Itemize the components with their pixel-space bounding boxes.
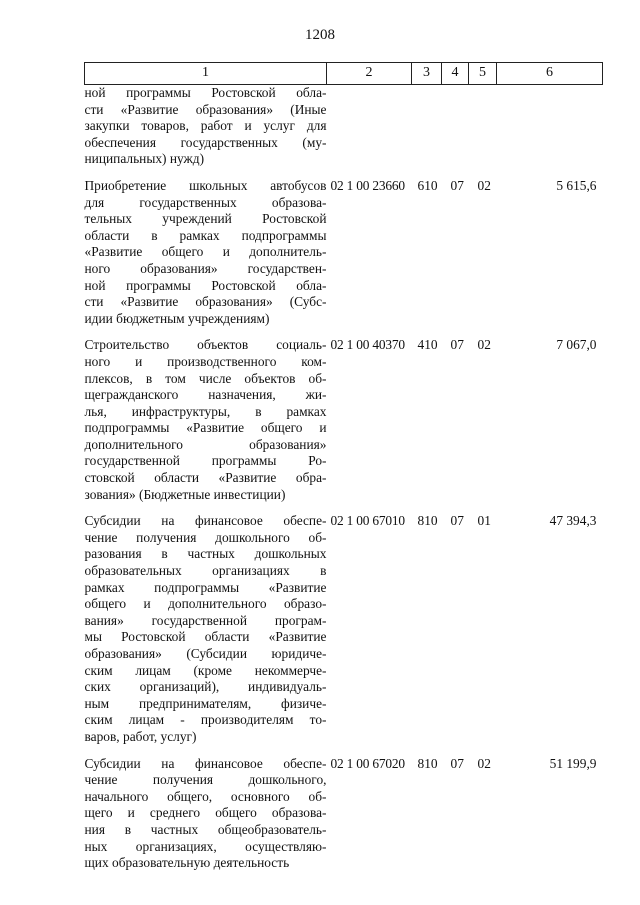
description-line: ной программы Ростовской обла- [84,85,327,100]
row-target-code: 02 1 00 23660 [330,177,405,193]
description-line: щих образовательную деятельность [84,855,290,871]
row-description [85,746,327,872]
row-expense-type: 610 [417,177,438,193]
row-target-code: 02 1 00 67010 [330,513,405,529]
row-section: 07 [450,337,464,353]
header-col-3: 3 [412,63,442,85]
row-target-code: 02 1 00 67020 [330,755,405,771]
description-line: Приобретение школьных автобусов [84,177,327,193]
description-line: общего и дополнительного образо- [84,596,327,612]
description-line: ного образования» государствен- [84,260,327,276]
description-line: ских организаций), индивидуаль- [84,679,327,695]
row-expense-type: 410 [417,337,438,353]
row-amount: 7 067,0 [556,337,597,353]
description-line: вания» государственной програм- [84,612,327,628]
description-line: чение получения дошкольного, [84,772,327,788]
page-number: 1208 [305,27,335,43]
budget-table [84,62,603,872]
description-line: мы Ростовской области «Развитие [84,629,327,645]
description-line: ниципальных) нужд) [84,151,205,167]
header-col-5: 5 [469,63,497,85]
description-line: варов, работ, услуг) [84,728,197,744]
description-line: ных организациях, осуществляю- [84,838,327,854]
table-header-row [85,63,603,85]
description-line: Строительство объектов социаль- [84,337,327,353]
description-line: закупки товаров, работ и услуг для [84,118,327,134]
row-target-code [327,85,412,168]
table-row [85,503,603,745]
row-description [85,327,327,503]
row-expense-type: 810 [417,513,438,529]
row-description [85,85,327,168]
description-line: ским лицам (кроме некоммерче- [84,662,327,678]
row-amount [497,85,603,168]
description-line: Субсидии на финансовое обеспе- [84,513,327,529]
header-col-4: 4 [442,63,469,85]
description-line: щего и среднего общего образова- [84,805,327,821]
table-row [85,746,603,872]
description-line: разования в частных дошкольных [84,546,327,562]
row-subsection [469,85,497,168]
row-subsection: 02 [477,755,491,771]
description-line: Субсидии на финансовое обеспе- [84,755,327,771]
description-line: обеспечения государственных (му- [84,134,327,150]
row-subsection: 02 [477,177,491,193]
description-line: ния в частных общеобразователь- [84,821,327,837]
row-section: 07 [450,513,464,529]
description-line: подпрограммы «Развитие общего и [84,420,327,436]
row-expense-type: 810 [417,755,438,771]
row-target-code: 02 1 00 40370 [330,337,405,353]
description-line: лья, инфраструктуры, в рамках [84,403,327,419]
header-col-2: 2 [327,63,412,85]
table-row [85,327,603,503]
description-line: ной программы Ростовской обла- [84,277,327,293]
description-line: щегражданского назначения, жи- [84,387,327,403]
description-line: плексов, в том числе объектов об- [84,370,327,386]
description-line: стовской области «Развитие обра- [84,470,327,486]
description-line: дополнительного образования» [84,436,327,452]
row-amount: 5 615,6 [556,177,597,193]
description-line: области в рамках подпрограммы [84,227,327,243]
description-line: начального общего, основного об- [84,788,327,804]
row-description [85,503,327,745]
header-col-6: 6 [497,63,603,85]
description-line: зования» (Бюджетные инвестиции) [84,486,286,502]
description-line: рамках подпрограммы «Развитие [84,579,327,595]
description-line: государственной программы Ро- [84,453,327,469]
row-section: 07 [450,177,464,193]
description-line: идии бюджетным учреждениям) [84,310,270,326]
row-subsection: 02 [477,337,491,353]
description-line: сти «Развитие образования» (Иные [84,101,327,117]
description-line: образовательных организациях в [84,563,327,579]
row-amount: 47 394,3 [549,513,597,529]
row-description [85,168,327,327]
description-line: ским лицам - производителям то- [84,712,327,728]
row-expense-type [412,85,442,168]
description-line: чение получения дошкольного об- [84,529,327,545]
table-row [85,168,603,327]
row-section [442,85,469,168]
row-subsection: 01 [477,513,491,529]
description-line: ного и производственного ком- [84,353,327,369]
row-section: 07 [450,755,464,771]
description-line: «Развитие общего и дополнитель- [84,244,327,260]
description-line: образования» (Субсидии юридиче- [84,646,327,661]
header-col-1: 1 [85,63,327,85]
table-row [85,85,603,168]
description-line: для государственных образова- [84,194,327,210]
description-line: тельных учреждений Ростовской [84,211,327,227]
row-amount: 51 199,9 [549,755,597,771]
description-line: сти «Развитие образования» (Субс- [84,294,327,310]
description-line: ным предпринимателям, физиче- [84,695,327,711]
